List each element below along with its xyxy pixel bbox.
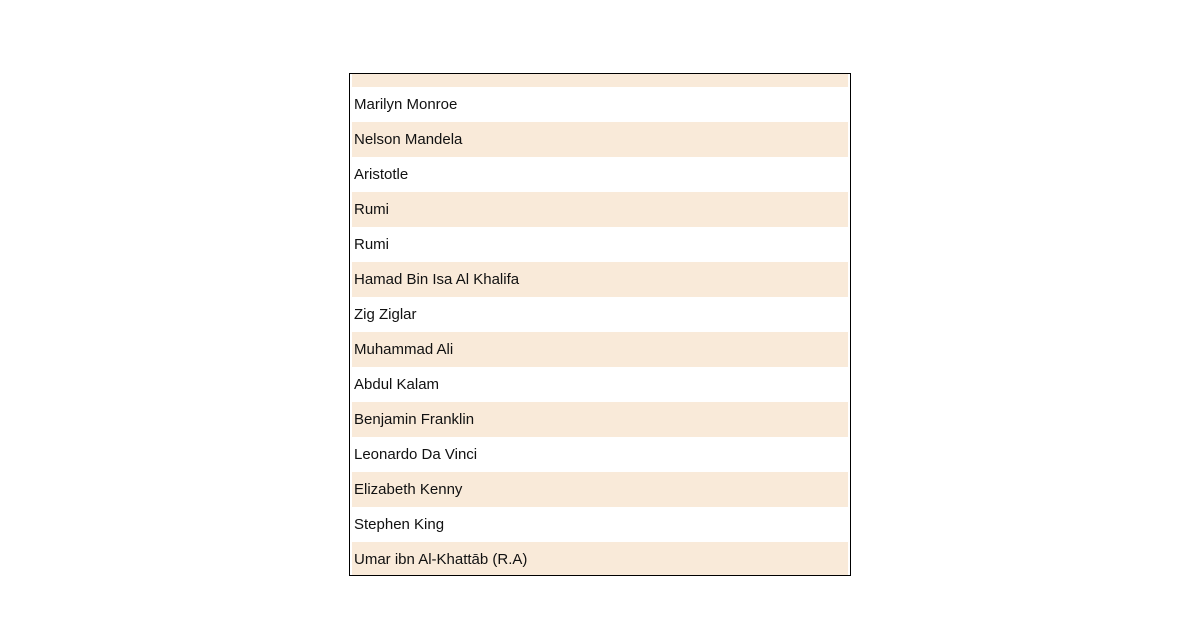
author-list[interactable]	[349, 73, 851, 576]
list-item[interactable]: Marilyn Monroe	[354, 96, 458, 113]
list-item[interactable]: Hamad Bin Isa Al Khalifa	[352, 262, 848, 297]
list-item[interactable]: Abdul Kalam	[354, 376, 440, 393]
list-item[interactable]: Muhammad Ali	[352, 332, 848, 367]
list-item[interactable]: Umar ibn Al-Khattāb (R.A)	[352, 542, 848, 576]
list-item[interactable]: Rumi	[352, 192, 848, 227]
list-item[interactable]: Benjamin Franklin	[352, 402, 848, 437]
list-item[interactable]: Stephen King	[354, 516, 445, 533]
list-item[interactable]: Aristotle	[354, 166, 409, 183]
list-item[interactable]: Nelson Mandela	[352, 122, 848, 157]
list-item[interactable]: Leonardo Da Vinci	[354, 446, 478, 463]
author-list-scroll-area[interactable]	[352, 73, 848, 576]
list-item[interactable]	[352, 73, 848, 87]
list-item[interactable]: Elizabeth Kenny	[352, 472, 848, 507]
list-item[interactable]: Rumi	[354, 236, 390, 253]
list-item[interactable]: Zig Ziglar	[354, 306, 417, 323]
